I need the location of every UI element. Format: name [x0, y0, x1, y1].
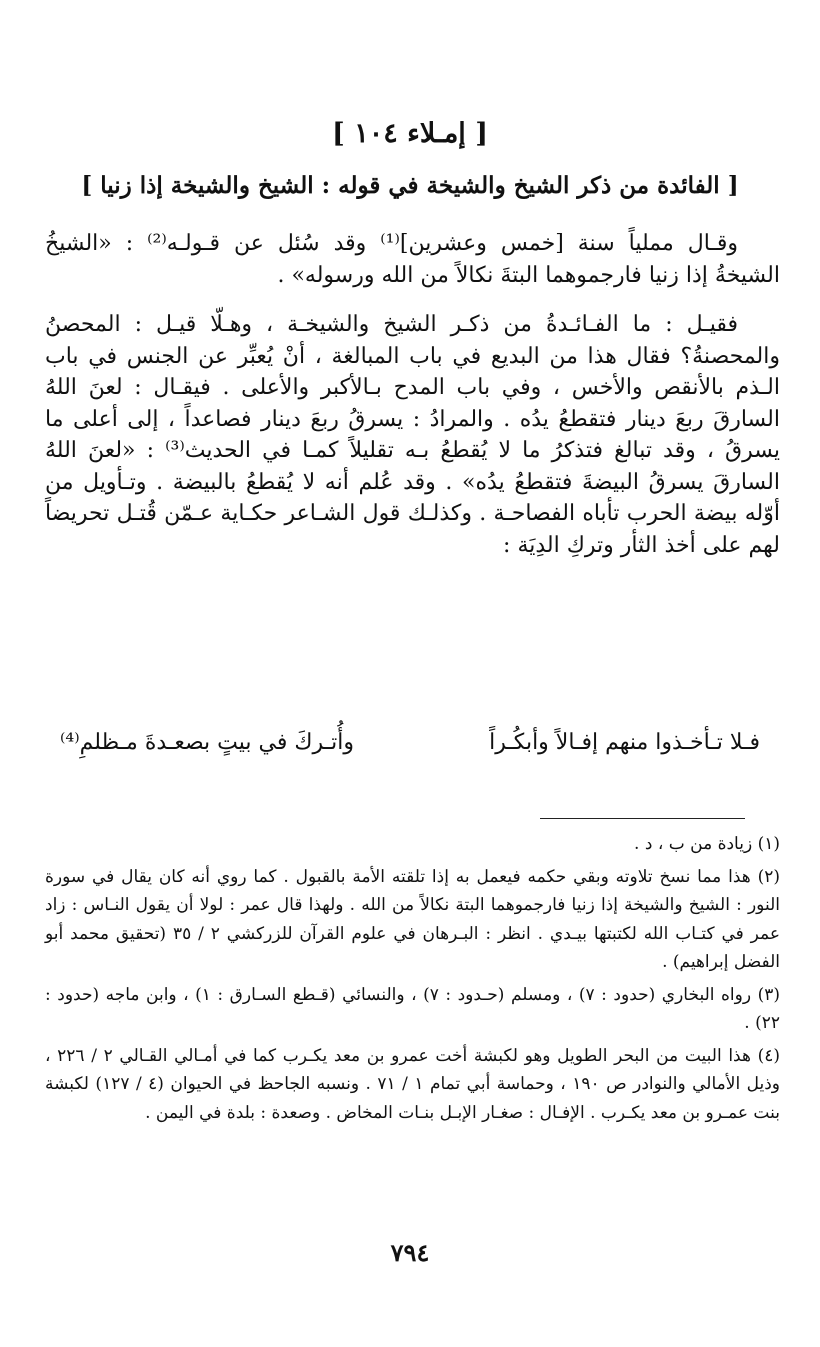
footnote-4: (٤) هذا البيت من البحر الطويل وهو لكبشة أخت عمرو بن معد يكـرب كما في أمـالي القـالي ٢ / ٢٢٦ ، وذيل الأمالي والنوادر ص ١٩٠ ، وحماسة أبي تمام ١ / ٧١ . ونسبه الجاحظ في الحيوان (٤ / ١٢٧) لكبشة بنت عمـرو بن معد يكـرب . الإفـال : صغـار الإبـل بنـات المخاض . وصعدة : بلدة في اليمن . [45, 1045, 781, 1123]
paragraph-1: وقـال مملياً سنة [خمس وعشرين]⁽¹⁾ وقد سُئل عن قـولـه⁽²⁾ : «الشيخُ الشيخةُ إذا زنيا فارجموهما البتةَ نكالاً من الله ورسوله» . [45, 231, 780, 288]
verse-first-hemistich: فـلا تـأخـذوا منهم إفـالاً وأبكُـراً [489, 730, 760, 755]
footnote-3: (٣) رواه البخاري (حدود : ٧) ، ومسلم (حـدود : ٧) ، والنسائي (قـطع السـارق : ١) ، وابن ماجه (حدود : ٢٢) . [45, 984, 780, 1033]
footnotes [45, 830, 780, 1131]
footnote-2: (٢) هذا مما نسخ تلاوته وبقي حكمه فيعمل به إذا تلقته الأمة بالقبول . كما روي أنه كان يقال في سورة النور : الشيخ والشيخة إذا زنيا فارجموهما البتة نكالاً من الله . ولهذا قال عمر : لولا أن يقول النـاس : زاد عمر في كتـاب الله لكتبتها بيـدي . انظر : البـرهان في علوم القرآن للزركشي ٢ / ٣٥ (تحقيق محمد أبو الفضل إبراهيم) . [45, 866, 780, 972]
section-subheading: [ الفائدة من ذكر الشيخ والشيخة في قوله : الشيخ والشيخة إذا زنيا ] [81, 172, 739, 199]
footnote-separator [540, 818, 745, 819]
dictation-heading: [ إمـلاء ١٠٤ ] [332, 118, 488, 149]
paragraph-2: فقيـل : ما الفـائـدةُ من ذكـر الشيخ والشيخـة ، وهـلّا قيـل : المحصنُ والمحصنةُ؟ فقال هذا من البديع في باب المبالغة ، أنْ يُعبِّر عن الجنس في باب الـذم بالأنقص والأخس ، وفي باب المدح بـالأكبر والأعلى . فيقـال : لعنَ اللهُ السارقَ ربعَ دينار فتقطعُ يدُه . والمرادُ : يسرقُ ربعَ دينار فصاعداً ، إلى أعلى ما يسرقُ ، وقد تبالغ فتذكرُ ما لا يُقطعُ بـه تقليلاً كمـا في الحديث⁽³⁾ : «لعنَ اللهُ السارقَ يسرقُ البيضةَ فتقطعُ يدُه» . وقد عُلم أنه لا يُقطعُ بالبيضة . وتـأويل من أوّله بيضة الحرب تأباه الفصاحـة . وكذلـك قول الشـاعر حكـاية عـمّن قُتـل تحريضاً لهم على أخذ الثأر وتركِ الدِيَة : [45, 312, 780, 558]
main-text [45, 228, 780, 579]
verse-second-hemistich: وأُتـركَ في بيتٍ بصعـدةَ مـظلمِ⁽⁴⁾ [60, 730, 354, 755]
footnote-1: (١) زيادة من ب ، د . [634, 834, 780, 854]
poem-verse [60, 730, 760, 755]
page-number: ٧٩٤ [390, 1238, 430, 1267]
